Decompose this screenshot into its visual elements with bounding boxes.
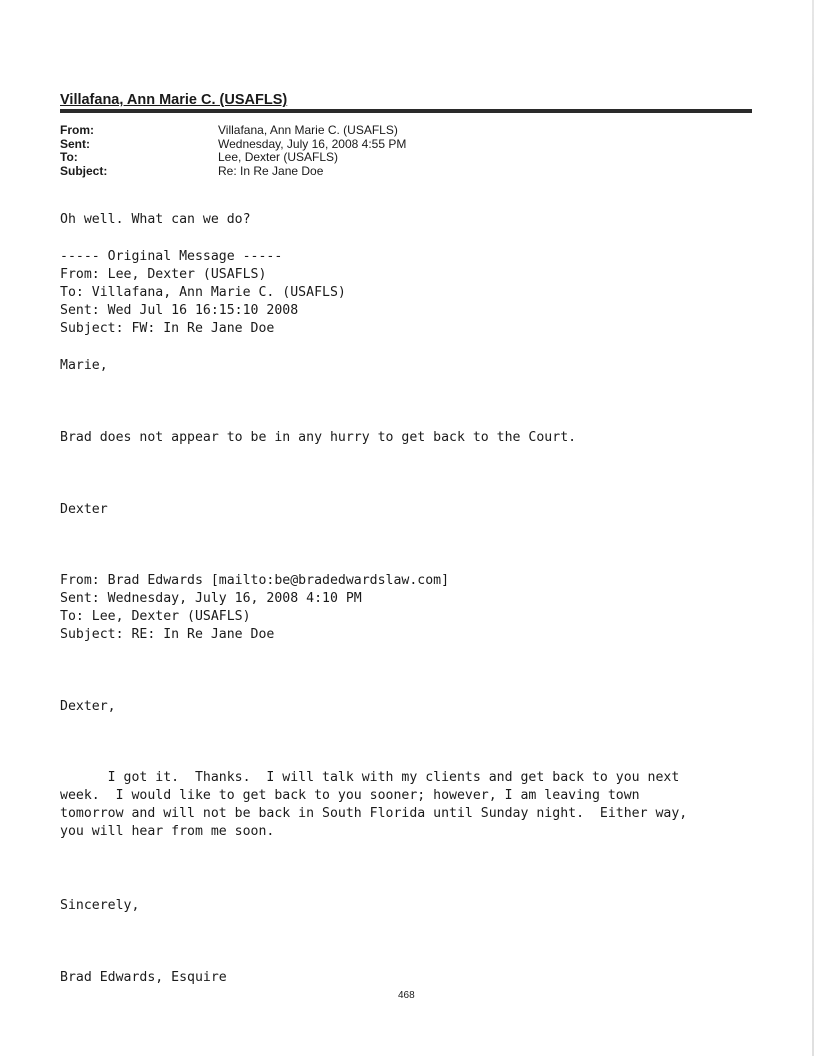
header-value: Lee, Dexter (USAFLS) <box>218 150 339 164</box>
header-row-sent <box>60 138 406 152</box>
dexter-body: Brad does not appear to be in any hurry to get back to the Court. <box>60 430 577 445</box>
brad-body-line: tomorrow and will not be back in South Florida until Sunday night. Either way, <box>60 806 688 821</box>
header-value: Villafana, Ann Marie C. (USAFLS) <box>218 123 398 137</box>
dexter-signature: Dexter <box>60 502 108 517</box>
original-sent: Sent: Wed Jul 16 16:15:10 2008 <box>60 303 299 318</box>
header-divider <box>60 109 752 113</box>
brad-greeting: Dexter, <box>60 699 116 714</box>
brad-signature: Brad Edwards, Esquire <box>60 970 227 985</box>
header-label: To: <box>60 150 78 164</box>
dexter-greeting: Marie, <box>60 358 108 373</box>
header-label: Subject: <box>60 163 108 178</box>
header-label: From: <box>60 123 94 137</box>
brad-body-line: week. I would like to get back to you sooner; however, I am leaving town <box>60 788 640 803</box>
forwarded-sent: Sent: Wednesday, July 16, 2008 4:10 PM <box>60 591 362 606</box>
header-row-from <box>60 124 406 138</box>
brad-closing: Sincerely, <box>60 898 140 913</box>
brad-body-line: I got it. Thanks. I will talk with my clients and get back to you next <box>60 770 680 785</box>
original-message-divider: ----- Original Message ----- <box>60 249 283 264</box>
forwarded-from: From: Brad Edwards [mailto:be@bradedwardslaw.com] <box>60 573 450 588</box>
sender-name-heading: Villafana, Ann Marie C. (USAFLS) <box>60 92 288 108</box>
header-row-to <box>60 151 406 165</box>
forwarded-to: To: Lee, Dexter (USAFLS) <box>60 609 251 624</box>
header-row-subject <box>60 165 406 179</box>
email-header <box>60 124 406 178</box>
original-from: From: Lee, Dexter (USAFLS) <box>60 267 267 282</box>
original-subject: Subject: FW: In Re Jane Doe <box>60 321 275 336</box>
forwarded-subject: Subject: RE: In Re Jane Doe <box>60 627 275 642</box>
header-value: Re: In Re Jane Doe <box>218 163 324 178</box>
header-value: Wednesday, July 16, 2008 4:55 PM <box>218 136 407 151</box>
page-number: 468 <box>398 990 415 1001</box>
scan-edge-shadow <box>812 0 814 1056</box>
brad-body-line: you will hear from me soon. <box>60 824 275 839</box>
reply-body: Oh well. What can we do? <box>60 212 251 227</box>
original-to: To: Villafana, Ann Marie C. (USAFLS) <box>60 285 346 300</box>
header-label: Sent: <box>60 136 90 151</box>
